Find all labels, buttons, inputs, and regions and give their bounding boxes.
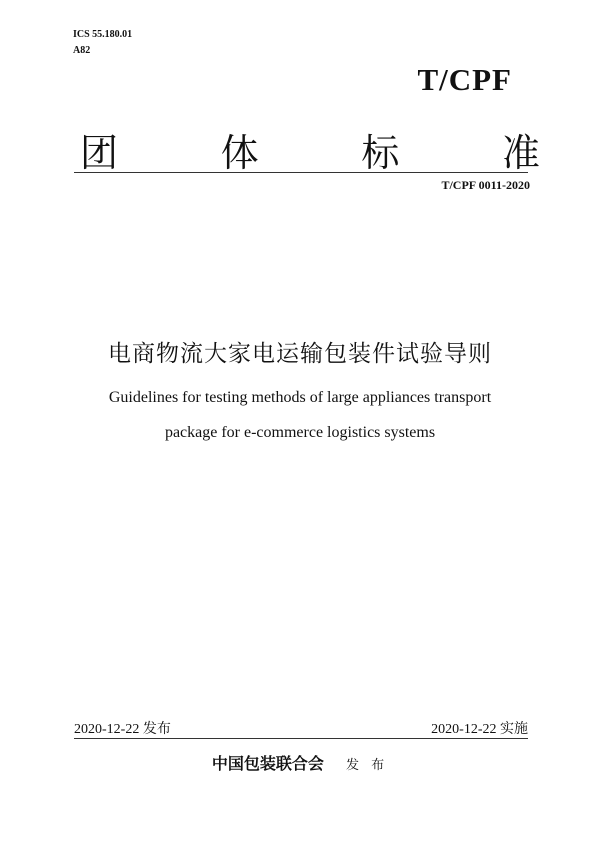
title-english-line1: Guidelines for testing methods of large appliances transport	[108, 389, 492, 406]
standard-type-char: 标	[361, 131, 400, 175]
publish-date: 2020-12-22 发布	[74, 722, 171, 737]
issuer-line	[0, 751, 600, 774]
issuer-name: 中国包装联合会	[211, 754, 324, 773]
standard-type-char: 准	[501, 131, 540, 175]
standard-type-char: 团	[80, 131, 119, 175]
standard-type-heading	[80, 122, 540, 175]
title-english-line2: package for e-commerce logistics systems	[164, 424, 436, 441]
standard-type-char: 体	[220, 131, 259, 175]
footer-divider	[74, 738, 528, 739]
release-label: 发 布	[345, 758, 389, 773]
header-divider	[74, 172, 528, 173]
ccs-code: A82	[73, 45, 91, 56]
title-chinese: 电商物流大家电运输包装件试验导则	[108, 341, 492, 367]
standard-number: T/CPF 0011-2020	[441, 178, 530, 192]
implement-date: 2020-12-22 实施	[431, 722, 528, 737]
org-code: T/CPF	[417, 62, 512, 97]
ics-code: ICS 55.180.01	[73, 29, 133, 40]
